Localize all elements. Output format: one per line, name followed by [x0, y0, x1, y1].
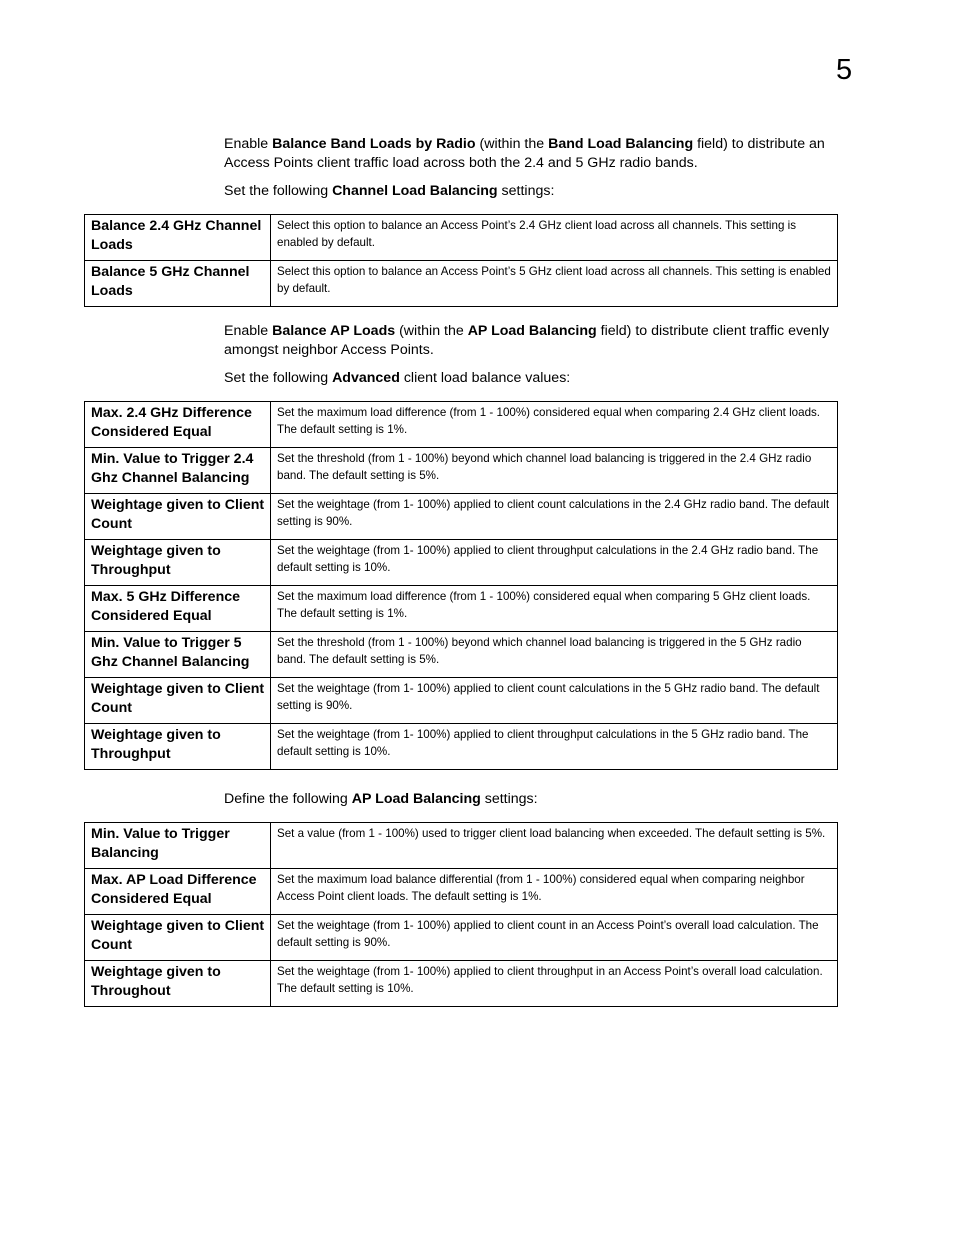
set-channel-paragraph: Set the following Channel Load Balancing settings:: [224, 183, 555, 199]
define-ap-paragraph: Define the following AP Load Balancing settings:: [224, 791, 538, 807]
setting-description: Set the maximum load difference (from 1 - 100%) considered equal when comparing 5 GHz client loads. The default setting is 1%.: [271, 586, 838, 632]
setting-name: Min. Value to Trigger 5 Ghz Channel Balancing: [85, 632, 271, 678]
table-row: [85, 586, 838, 632]
table-row: [85, 823, 838, 869]
setting-name: Balance 5 GHz Channel Loads: [85, 261, 271, 307]
table-row: [85, 448, 838, 494]
table-row: [85, 540, 838, 586]
balance-band-loads-term: Balance Band Loads by Radio: [272, 136, 476, 152]
setting-description: Set the weightage (from 1- 100%) applied to client throughput in an Access Point’s overall load calculation. The default setting is 10%.: [271, 961, 838, 1007]
setting-description: Set the maximum load balance differential (from 1 - 100%) considered equal when comparing neighbor Access Point client loads. The default setting is 1%.: [271, 869, 838, 915]
setting-name: Max. 2.4 GHz Difference Considered Equal: [85, 402, 271, 448]
setting-description: Set the threshold (from 1 - 100%) beyond which channel load balancing is triggered in the 2.4 GHz radio band. The default setting is 5%.: [271, 448, 838, 494]
table-row: [85, 402, 838, 448]
table-row: [85, 678, 838, 724]
setting-description: Set the maximum load difference (from 1 - 100%) considered equal when comparing 2.4 GHz client loads. The default setting is 1%.: [271, 402, 838, 448]
chapter-number: 5: [836, 54, 853, 86]
table-row: [85, 215, 838, 261]
setting-name: Weightage given to Client Count: [85, 915, 271, 961]
setting-name: Weightage given to Client Count: [85, 494, 271, 540]
setting-name: Weightage given to Throughput: [85, 540, 271, 586]
setting-description: Select this option to balance an Access Point’s 5 GHz client load across all channels. This setting is enabled by default.: [271, 261, 838, 307]
setting-name: Weightage given to Throughput: [85, 724, 271, 770]
setting-description: Set the threshold (from 1 - 100%) beyond which channel load balancing is triggered in the 5 GHz radio band. The default setting is 5%.: [271, 632, 838, 678]
channel-load-balancing-term: Channel Load Balancing: [332, 183, 498, 199]
ap-load-balancing-term: AP Load Balancing: [467, 323, 597, 339]
balance-ap-loads-term: Balance AP Loads: [272, 323, 396, 339]
setting-name: Min. Value to Trigger Balancing: [85, 823, 271, 869]
band-balancing-paragraph: Enable Balance Band Loads by Radio (within the Band Load Balancing field) to distribute an Access Points client traffic load across both the 2.4 and 5 GHz radio bands.: [224, 136, 825, 171]
channel-load-balancing-table: [84, 214, 838, 307]
setting-name: Balance 2.4 GHz Channel Loads: [85, 215, 271, 261]
advanced-term: Advanced: [332, 370, 400, 386]
table-row: [85, 261, 838, 307]
ap-load-balancing-table: [84, 822, 838, 1007]
table-row: [85, 632, 838, 678]
setting-description: Set the weightage (from 1- 100%) applied to client throughput calculations in the 5 GHz radio band. The default setting is 10%.: [271, 724, 838, 770]
setting-name: Max. AP Load Difference Considered Equal: [85, 869, 271, 915]
table-row: [85, 494, 838, 540]
setting-name: Min. Value to Trigger 2.4 Ghz Channel Balancing: [85, 448, 271, 494]
setting-description: Set the weightage (from 1- 100%) applied to client count calculations in the 5 GHz radio band. The default setting is 90%.: [271, 678, 838, 724]
setting-name: Max. 5 GHz Difference Considered Equal: [85, 586, 271, 632]
setting-name: Weightage given to Throughout: [85, 961, 271, 1007]
ap-load-balancing-settings-term: AP Load Balancing: [351, 791, 481, 807]
table-row: [85, 724, 838, 770]
setting-description: Select this option to balance an Access Point’s 2.4 GHz client load across all channels. This setting is enabled by default.: [271, 215, 838, 261]
setting-description: Set the weightage (from 1- 100%) applied to client count in an Access Point’s overall load calculation. The default setting is 90%.: [271, 915, 838, 961]
setting-name: Weightage given to Client Count: [85, 678, 271, 724]
band-load-balancing-term: Band Load Balancing: [548, 136, 694, 152]
table-row: [85, 961, 838, 1007]
set-advanced-paragraph: Set the following Advanced client load balance values:: [224, 370, 571, 386]
table-row: [85, 869, 838, 915]
table-row: [85, 915, 838, 961]
setting-description: Set a value (from 1 - 100%) used to trigger client load balancing when exceeded. The default setting is 5%.: [271, 823, 838, 869]
advanced-load-balance-table: [84, 401, 838, 770]
setting-description: Set the weightage (from 1- 100%) applied to client throughput calculations in the 2.4 GHz radio band. The default setting is 10%.: [271, 540, 838, 586]
setting-description: Set the weightage (from 1- 100%) applied to client count calculations in the 2.4 GHz radio band. The default setting is 90%.: [271, 494, 838, 540]
ap-balancing-paragraph: Enable Balance AP Loads (within the AP Load Balancing field) to distribute client traffic evenly amongst neighbor Access Points.: [224, 323, 830, 358]
